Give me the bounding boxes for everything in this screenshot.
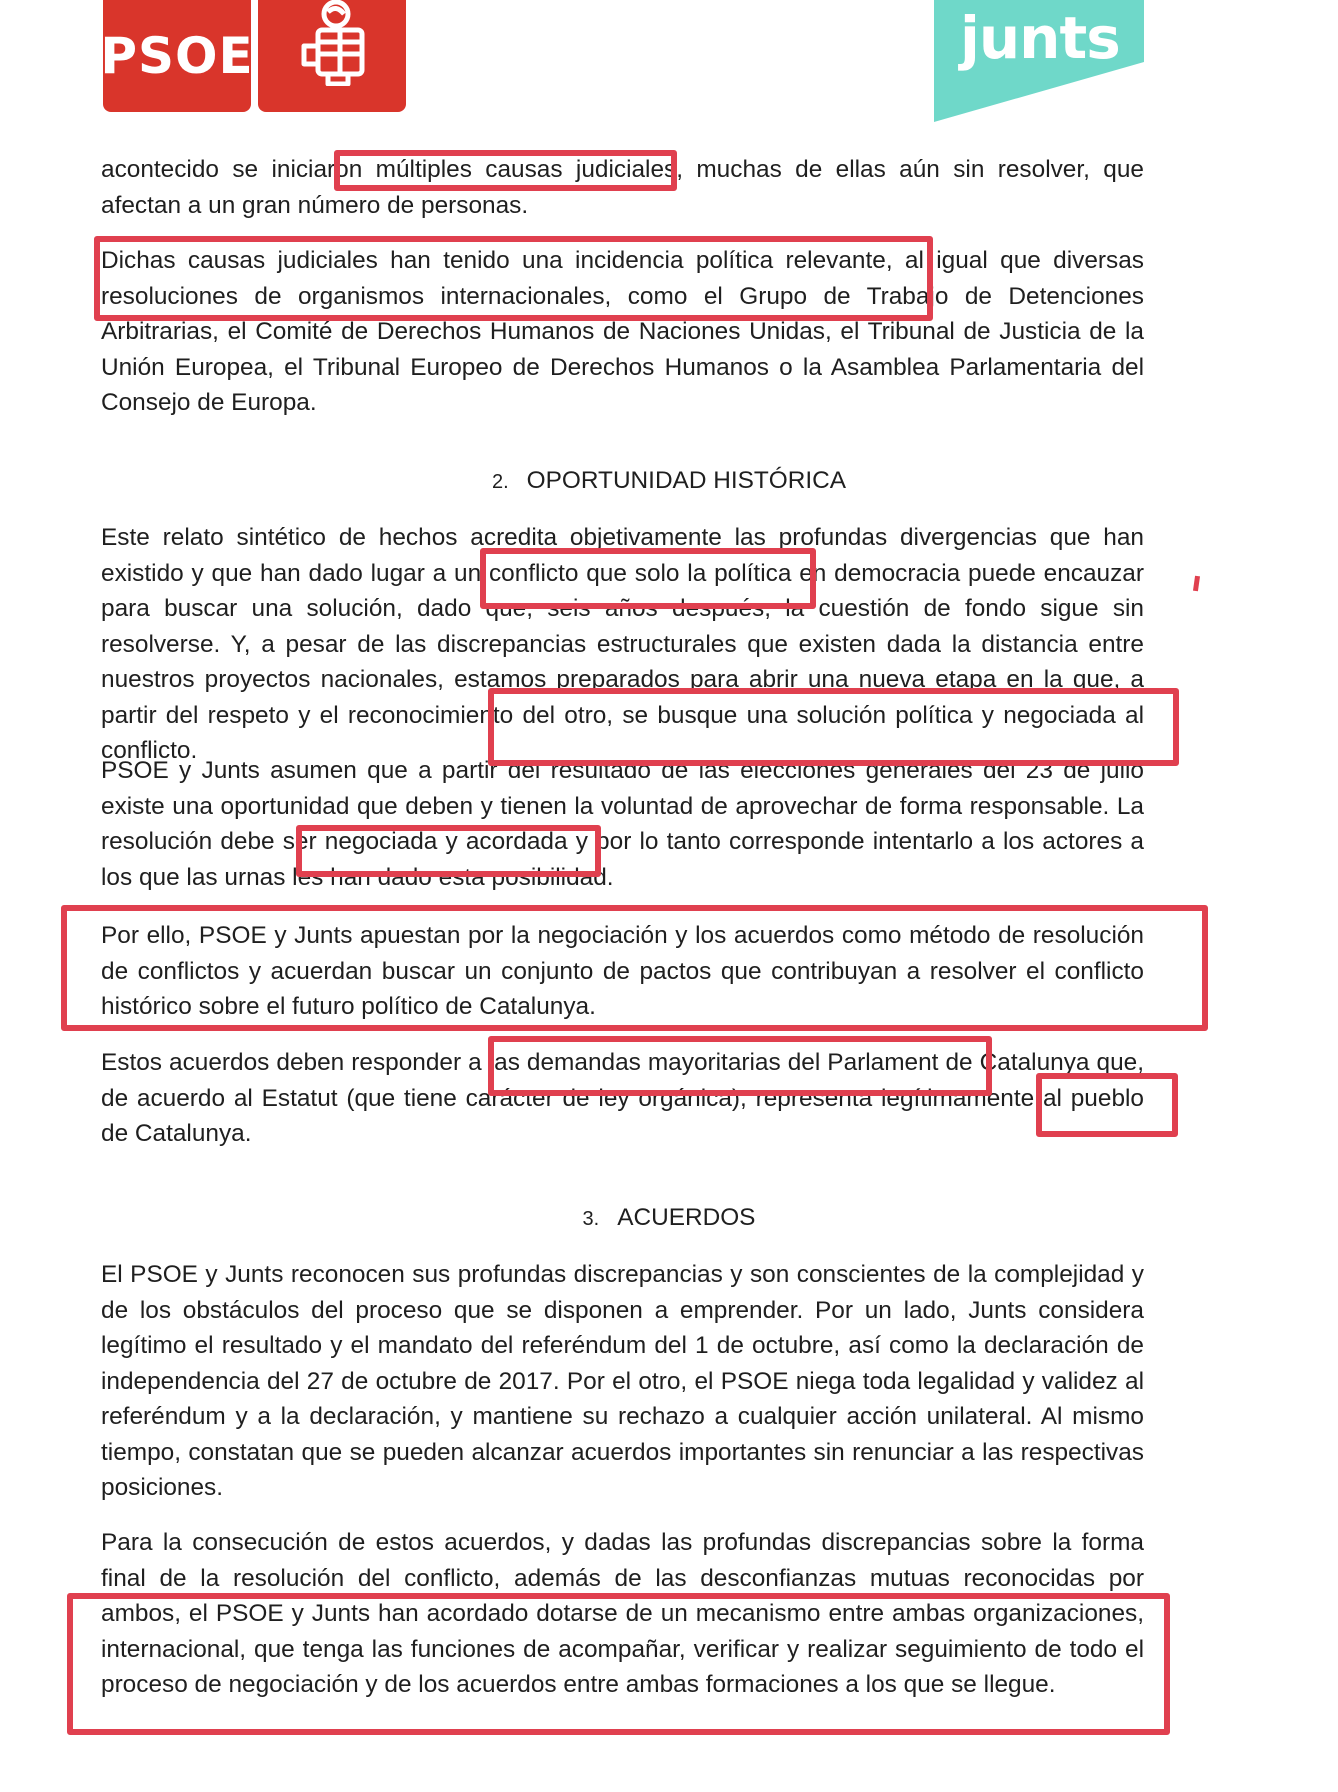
psoe-logo-text: PSOE (100, 27, 254, 85)
paragraph-3-1: El PSOE y Junts reconocen sus profundas discrepancias y son conscientes de la complejidad y de los obstáculos del proceso que se disponen a emprender. Por un lado, Junts considera legítimo el resultado y el mandato del referéndum del 1 de octubre, así como la declaración de independencia del 27 de octubre de 2017. Por el otro, el PSOE niega toda legalidad y validez al referéndum y a la declaración, y mantiene su rechazo a cualquier acción unilateral. Al mismo tiempo, constatan que se pueden alcanzar acuerdos importantes sin renunciar a las respectivas posiciones. (101, 1261, 1144, 1501)
psoe-logo (100, 0, 254, 112)
paragraph-2-2: PSOE y Junts asumen que a partir del resultado de las elecciones generales del 23 de julio existe una oportunidad que deben y tienen la voluntad de aprovechar de forma responsable. La resolución debe ser negociada y acordada y por lo tanto corresponde intentarlo a los actores a los que las urnas les han dado esta posibilidad. (101, 757, 1144, 891)
paragraph-2-4: Estos acuerdos deben responder a las demandas mayoritarias del Parlament de Catalunya que, de acuerdo al Estatut (que tiene carácter de ley orgánica), representa legítimamente al pueblo de Catalunya. (101, 1049, 1144, 1147)
junts-logo-text: junts (960, 4, 1120, 72)
paragraph-3-2: Para la consecución de estos acuerdos, y dadas las profundas discrepancias sobre la forma final de la resolución del conflicto, además de las desconfianzas mutuas reconocidas por ambos, el PSOE y Junts han acordado dotarse de un mecanismo entre ambas organizaciones, internacional, que tenga las funciones de acompañar, verificar y realizar seguimiento de todo el proceso de negociación y de los acuerdos entre ambas formaciones a los que se llegue. (101, 1529, 1144, 1698)
section-title: ACUERDOS (617, 1204, 756, 1231)
highlight-mark (1193, 576, 1200, 592)
section-number: 2. (491, 471, 509, 493)
section-title: OPORTUNIDAD HISTÓRICA (526, 467, 847, 494)
psoe-rose-fist-icon (258, 0, 406, 112)
paragraph-2-3: Por ello, PSOE y Junts apuestan por la negociación y los acuerdos como método de resolución de conflictos y acuerdan buscar un conjunto de pactos que contribuyan a resolver el conflicto histórico sobre el futuro político de Catalunya. (101, 922, 1144, 1020)
section-number: 3. (582, 1208, 600, 1230)
junts-logo (934, 0, 1144, 122)
paragraph-intro-2: Dichas causas judiciales han tenido una incidencia política relevante, al igual que diversas resoluciones de organismos internacionales, como el Grupo de Trabajo de Detenciones Arbitrarias, el Comité de Derechos Humanos de Naciones Unidas, el Tribunal de Justicia de la Unión Europea, el Tribunal Europeo de Derechos Humanos o la Asamblea Parlamentaria del Consejo de Europa. (101, 247, 1144, 416)
paragraph-2-1: Este relato sintético de hechos acredita objetivamente las profundas divergencias que han existido y que han dado lugar a un conflicto que solo la política en democracia puede encauzar para buscar una solución, dado que, seis años después, la cuestión de fondo sigue sin resolverse. Y, a pesar de las discrepancias estructurales que existen dada la distancia entre nuestros proyectos nacionales, estamos preparados para abrir una nueva etapa en la que, a partir del respeto y el reconocimiento del otro, se busque una solución política y negociada al conflicto. (101, 524, 1144, 764)
section-heading-2 (0, 463, 1338, 500)
section-heading-3 (0, 1200, 1338, 1237)
paragraph-intro-1: acontecido se iniciaron múltiples causas judiciales, muchas de ellas aún sin resolver, que afectan a un gran número de personas. (101, 156, 1144, 219)
